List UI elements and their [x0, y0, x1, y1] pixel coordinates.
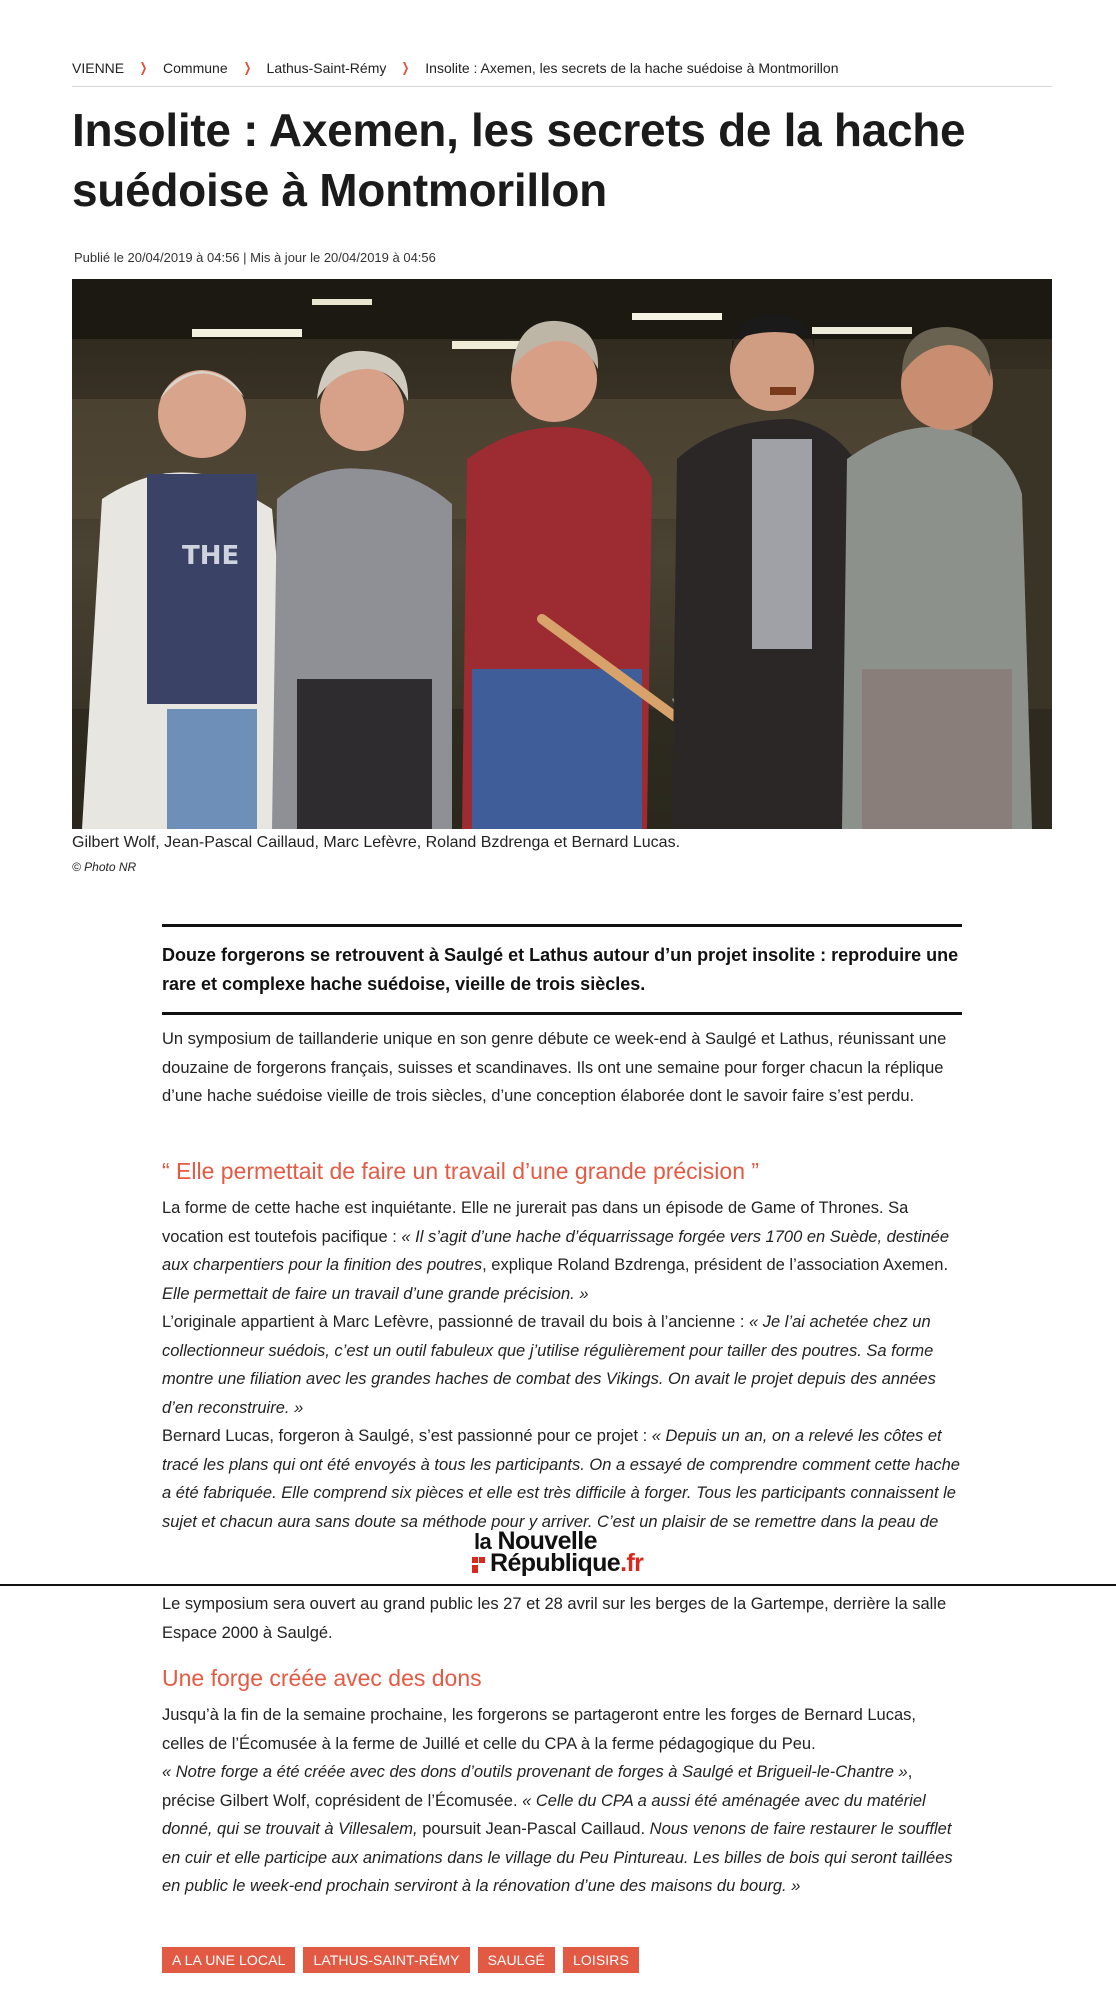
logo-line2: République.fr	[490, 1549, 644, 1577]
article-photo	[72, 279, 1052, 829]
paragraph-1: La forme de cette hache est inquiétante. Elle ne jurerait pas dans un épisode de Game of Thrones. Sa vocation est toutefois pacifique : « Il s’agit d’une hache d’équarrissage forgée vers 1700 en Suède, destinée aux charpentiers pour la finition des poutres, explique Roland Bzdrenga, président de l’association Axemen. Elle permettait de faire un travail d’une grande précision. »	[162, 1199, 950, 1303]
paragraph-2: L’originale appartient à Marc Lefèvre, passionné de travail du bois à l’ancienne : « Je l’ai achetée chez un collectionneur suédois, c’est un outil fabuleux que j’utilise régulièrement pour tailler des poutres. Sa forme montre une filiation avec les grandes haches de combat des Vikings. On avait le projet depuis des années d’en reconstruire. »	[162, 1313, 936, 1417]
breadcrumb	[72, 60, 1052, 87]
paragraph-4: Le symposium sera ouvert au grand public les 27 et 28 avril sur les berges de la Gartempe, derrière la salle Espace 2000 à Saulgé.	[162, 1595, 947, 1642]
intro-paragraph: Un symposium de taillanderie unique en son genre débute ce week-end à Saulgé et Lathus, réunissant une douzaine de forgerons français, suisses et scandinaves. Ils ont une semaine pour forger chacun la réplique d’une hache suédoise vieille de trois siècles, d’une conception élaborée dont le savoir faire s’est perdu.	[162, 1030, 947, 1105]
breadcrumb-current: Insolite : Axemen, les secrets de la hache suédoise à Montmorillon	[425, 60, 839, 76]
article-intro	[162, 1025, 962, 1111]
paragraph-5: Jusqu’à la fin de la semaine prochaine, les forgerons se partageront entre les forges de Bernard Lucas, celles de l’Écomusée à la ferme de Juillé et celle du CPA à la ferme pédagogique du Peu.	[162, 1706, 916, 1753]
article-body-public	[162, 1590, 962, 1647]
article-body-section1	[162, 1194, 962, 1530]
tag-loisirs[interactable]: LOISIRS	[563, 1947, 639, 1973]
photo-credit: © Photo NR	[72, 860, 137, 874]
photo-caption: Gilbert Wolf, Jean-Pascal Caillaud, Marc Lefèvre, Roland Bzdrenga et Bernard Lucas.	[72, 834, 681, 851]
svg-text:THE: THE	[182, 541, 240, 571]
chevron-right-icon: ❯	[401, 60, 410, 75]
tag-a-la-une-local[interactable]: A LA UNE LOCAL	[162, 1947, 295, 1973]
breadcrumb-link-commune[interactable]: Commune	[163, 60, 228, 76]
section-heading-precision: “ Elle permettait de faire un travail d’une grande précision ”	[162, 1158, 760, 1184]
tag-lathus-saint-remy[interactable]: LATHUS-SAINT-RÉMY	[303, 1947, 469, 1973]
publish-dates: Publié le 20/04/2019 à 04:56 | Mis à jour le 20/04/2019 à 04:56	[74, 250, 436, 265]
tag-saulge[interactable]: SAULGÉ	[478, 1947, 555, 1973]
breadcrumb-link-vienne[interactable]: VIENNE	[72, 60, 125, 76]
section-heading-forge: Une forge créée avec des dons	[162, 1665, 482, 1691]
paragraph-3: Bernard Lucas, forgeron à Saulgé, s’est passionné pour ce projet : « Depuis un an, on a relevé les côtes et tracé les plans qui ont été envoyés à tous les participants. On a essayé de comprendre comment cette hache a été fabriquée. Elle comprend six pièces et elle est très difficile à forger. Tous les participants connaissent le sujet et chacun aura sans doute sa méthode pour y arriver. C’est un plaisir de se remettre dans la peau de	[162, 1427, 960, 1531]
site-logo[interactable]	[474, 1528, 654, 1578]
chevron-right-icon: ❯	[243, 60, 251, 75]
chevron-right-icon: ❯	[139, 60, 148, 75]
article-body-section2	[162, 1701, 962, 1901]
breadcrumb-link-lathus[interactable]: Lathus-Saint-Rémy	[266, 60, 387, 76]
logo-line1: la Nouvelle	[474, 1527, 597, 1555]
article-title: Insolite : Axemen, les secrets de la hache suédoise à Montmorillon	[72, 104, 966, 216]
paragraph-6: « Notre forge a été créée avec des dons d’outils provenant de forges à Saulgé et Brigueil-le-Chantre », précise Gilbert Wolf, coprésident de l’Écomusée. « Celle du CPA a aussi été aménagée avec du matériel donné, qui se trouvait à Villesalem, poursuit Jean-Pascal Caillaud. Nous venons de faire restaurer le soufflet en cuir et elle participe aux animations dans le village du Peu Pintureau. Les billes de bois qui seront taillées en public le week-end prochain serviront à la rénovation d’une des maisons du bourg. »	[162, 1763, 953, 1895]
tag-list	[162, 1947, 639, 1973]
article-lead: Douze forgerons se retrouvent à Saulgé et Lathus autour d’un projet insolite : reproduire une rare et complexe hache suédoise, vieille de trois siècles.	[162, 924, 962, 1015]
